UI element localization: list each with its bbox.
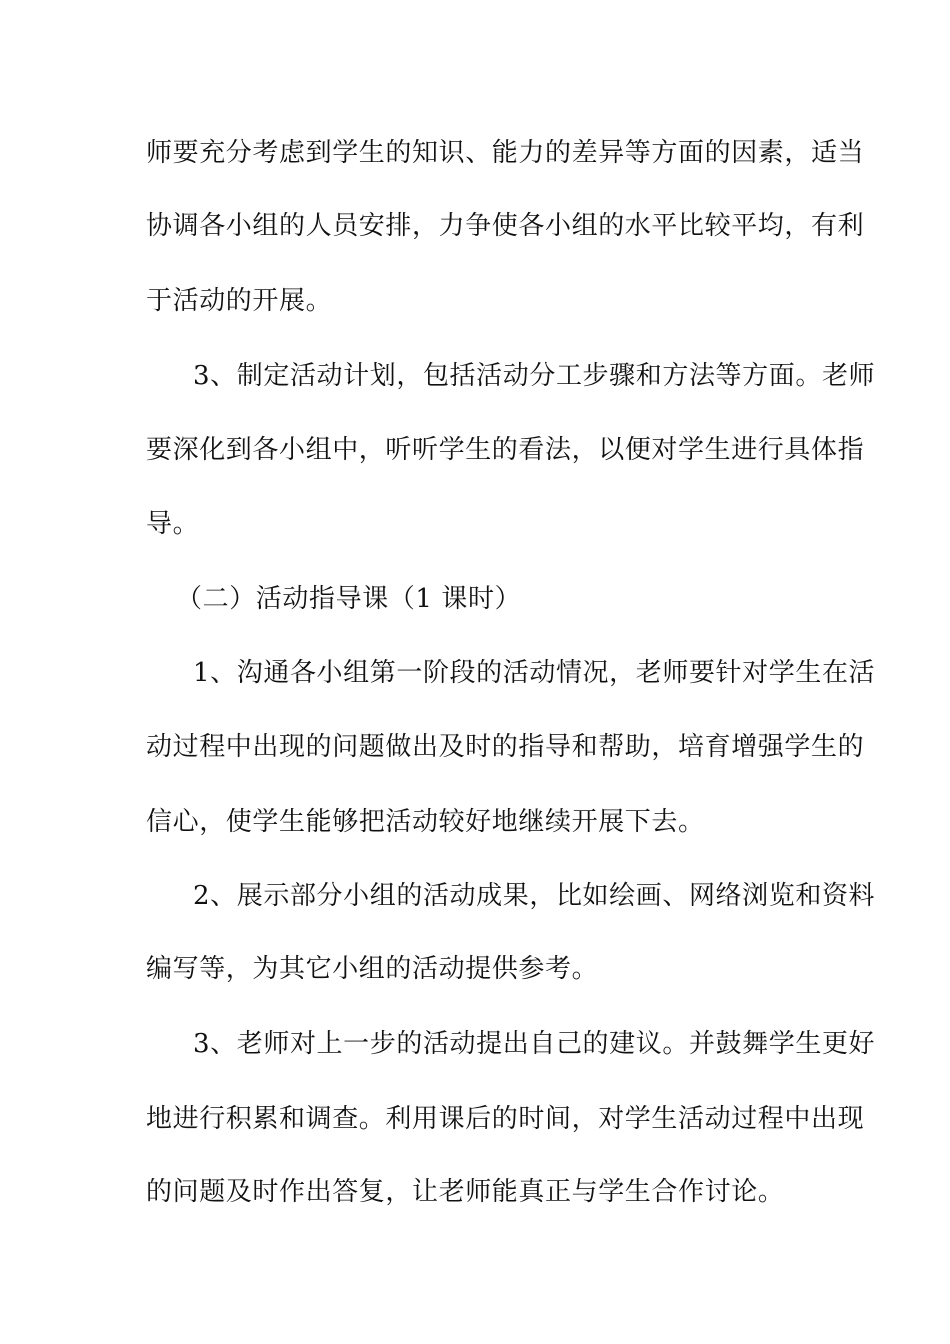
paragraph-line: 的问题及时作出答复，让老师能真正与学生合作讨论。 (146, 1177, 785, 1207)
paragraph-line: 3、制定活动计划，包括活动分工步骤和方法等方面。老师 (193, 361, 876, 391)
paragraph-line: 2、展示部分小组的活动成果，比如绘画、网络浏览和资料 (193, 881, 876, 911)
paragraph-line: 动过程中出现的问题做出及时的指导和帮助，培育增强学生的 (146, 732, 865, 762)
paragraph-line: 师要充分考虑到学生的知识、能力的差异等方面的因素，适当 (146, 138, 865, 168)
paragraph-line: 编写等，为其它小组的活动提供参考。 (146, 954, 599, 984)
paragraph-line: 导。 (146, 509, 200, 539)
paragraph-line: 协调各小组的人员安排，力争使各小组的水平比较平均，有利 (146, 211, 865, 241)
paragraph-line: 1、沟通各小组第一阶段的活动情况，老师要针对学生在活 (193, 658, 876, 688)
paragraph-line: 地进行积累和调查。利用课后的时间，对学生活动过程中出现 (146, 1104, 865, 1134)
paragraph-line: 要深化到各小组中，听听学生的看法，以便对学生进行具体指 (146, 435, 865, 465)
paragraph-line: 于活动的开展。 (146, 286, 333, 316)
paragraph-line: 3、老师对上一步的活动提出自己的建议。并鼓舞学生更好 (193, 1029, 876, 1059)
paragraph-line: 信心，使学生能够把活动较好地继续开展下去。 (146, 807, 705, 837)
section-heading: （二）活动指导课（1 课时） (176, 584, 522, 614)
